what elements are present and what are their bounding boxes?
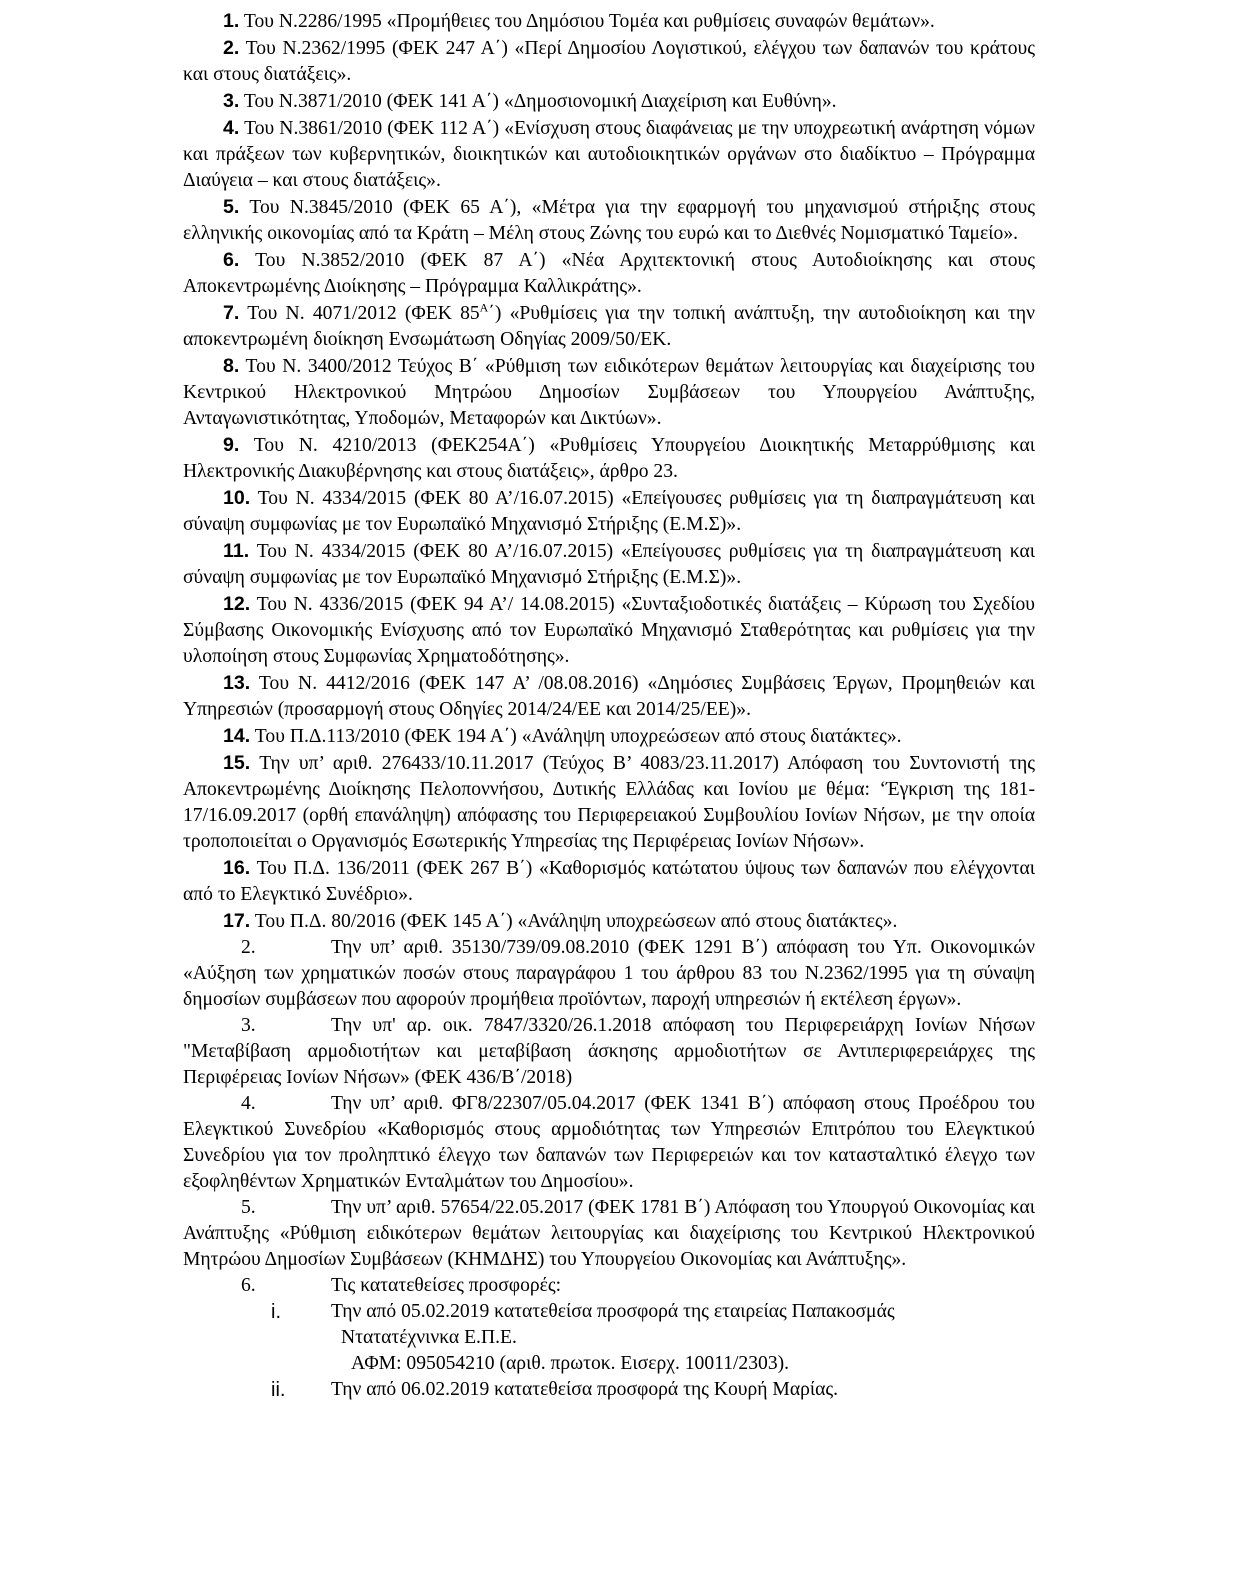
item-number: 6. — [241, 1275, 256, 1296]
item-text: Την υπ' αρ. οικ. 7847/3320/26.1.2018 απόφαση του Περιφερειάρχη Ιονίων Νήσων "Μεταβίβαση αρμοδιοτήτων και μεταβίβαση άσκησης αρμοδιοτήτων σε Αντιπεριφερειάρχες της Περιφέρειας Ιονίων Νήσων» (ΦΕΚ 436/Β΄/2018) — [183, 1015, 1035, 1088]
item-number: 11. — [223, 540, 250, 562]
item-text: Τις κατατεθείσες προσφορές: — [331, 1275, 562, 1296]
law-item — [183, 88, 1035, 115]
item-text: ΄) «Ρυθμίσεις για την τοπική ανάπτυξη, την αυτοδιοίκηση και την αποκεντρωμένη διοίκηση Ενσωμάτωση Οδηγίας 2009/50/ΕΚ. — [183, 303, 1036, 350]
decision-item — [183, 1273, 1035, 1299]
law-item — [183, 670, 1035, 723]
law-item — [183, 538, 1035, 591]
item-text: Του Ν. 4334/2015 (ΦΕΚ 80 Α’/16.07.2015) «Επείγουσες ρυθμίσεις για τη διαπραγμάτευση και σύναψη συμφωνίας με τον Ευρωπαϊκό Μηχανισμό Στήριξης (Ε.Μ.Σ)». — [183, 488, 1036, 535]
item-text: Του Ν. 4412/2016 (ΦΕΚ 147 Α’ /08.08.2016) «Δημόσιες Συμβάσεις Έργων, Προμηθειών και Υπηρεσιών (προσαρμογή στους Οδηγίες 2014/24/ΕΕ και 2014/25/ΕΕ)». — [183, 673, 1036, 720]
item-text: Του Ν.2362/1995 (ΦΕΚ 247 Α΄) «Περί Δημοσίου Λογιστικού, ελέγχου των δαπανών του κράτους και στους διατάξεις». — [183, 38, 1035, 85]
item-text: Την υπ’ αριθ. ΦΓ8/22307/05.04.2017 (ΦΕΚ 1341 Β΄) απόφαση στους Προέδρου του Ελεγκτικού Συνεδρίου «Καθορισμός στους αρμοδιότητας των Υπηρεσιών Επιτρόπου του Ελεγκτικού Συνεδρίου για τον προληπτικό έλεγχο των δαπανών των Περιφερειών και τον κατασταλτικό έλεγχο των εξοφληθέντων Χρηματικών Ενταλμάτων του Δημοσίου». — [183, 1093, 1035, 1192]
law-item — [183, 300, 1035, 353]
law-item — [183, 353, 1035, 432]
superscript: Α — [479, 300, 489, 315]
decision-item — [183, 935, 1035, 1013]
item-number: 17. — [223, 910, 251, 932]
law-item — [183, 750, 1035, 855]
law-item — [183, 194, 1035, 247]
item-text: Του Ν.3845/2010 (ΦΕΚ 65 Α΄), «Μέτρα για την εφαρμογή του μηχανισμού στήριξης στους ελληνικής οικονομίας από τα Κράτη – Μέλη στους Ζώνης του ευρώ και το Διεθνές Νομισματικό Ταμείο». — [183, 197, 1035, 244]
law-item — [183, 115, 1035, 194]
item-number: 5. — [223, 196, 240, 218]
item-number: 2. — [223, 37, 240, 59]
item-text: Του Ν. 4334/2015 (ΦΕΚ 80 Α’/16.07.2015) «Επείγουσες ρυθμίσεις για τη διαπραγμάτευση και σύναψη συμφωνίας με τον Ευρωπαϊκό Μηχανισμό Στήριξης (Ε.Μ.Σ)». — [183, 541, 1035, 588]
item-number: i. — [271, 1301, 281, 1323]
item-number: 3. — [223, 90, 240, 112]
item-number: 5. — [241, 1197, 256, 1218]
item-number: 16. — [223, 857, 251, 879]
law-item — [183, 485, 1035, 538]
item-text: Του Ν.2286/1995 «Προμήθειες του Δημόσιου Τομέα και ρυθμίσεις συναφών θεμάτων». — [243, 11, 935, 32]
law-list — [183, 8, 1035, 935]
offer-line: Ντατατέχνινκα Ε.Π.Ε. — [341, 1327, 517, 1348]
document-page — [183, 8, 1035, 1403]
item-text: Την υπ’ αριθ. 35130/739/09.08.2010 (ΦΕΚ 1291 Β΄) απόφαση του Υπ. Οικονομικών «Αύξηση των χρηματικών ποσών στους παραγράφου 1 του άρθρου 83 του Ν.2362/1995 για τη σύναψη δημοσίων συμβάσεων που αφορούν προμήθεια προϊόντων, παροχή υπηρεσιών ή εκτέλεση έργων». — [183, 937, 1035, 1010]
offer-line: Την από 06.02.2019 κατατεθείσα προσφορά της Κουρή Μαρίας. — [331, 1379, 839, 1400]
item-number: 7. — [223, 302, 240, 324]
offer-list — [183, 1299, 1035, 1403]
item-text: Του Π.Δ. 136/2011 (ΦΕΚ 267 Β΄) «Καθορισμός κατώτατου ύψους των δαπανών που ελέγχονται από το Ελεγκτικό Συνέδριο». — [183, 858, 1035, 905]
item-number: 14. — [223, 725, 251, 747]
law-item — [183, 35, 1035, 88]
item-text: Του Ν.3871/2010 (ΦΕΚ 141 Α΄) «Δημοσιονομική Διαχείριση και Ευθύνη». — [243, 91, 837, 112]
law-item — [183, 8, 1035, 35]
item-number: 13. — [223, 672, 251, 694]
item-number: 15. — [223, 752, 251, 774]
item-number: 4. — [241, 1093, 256, 1114]
law-item — [183, 723, 1035, 750]
item-number: 6. — [223, 249, 240, 271]
item-number: 4. — [223, 117, 240, 139]
law-item — [183, 591, 1035, 670]
law-item — [183, 908, 1035, 935]
item-number: 1. — [223, 10, 240, 32]
item-text: Του Π.Δ.113/2010 (ΦΕΚ 194 Α΄) «Ανάληψη υποχρεώσεων από στους διατάκτες». — [254, 726, 902, 747]
decision-item — [183, 1091, 1035, 1195]
offer-item — [183, 1299, 1035, 1377]
offer-item — [183, 1377, 1035, 1403]
item-number: 2. — [241, 937, 256, 958]
item-number: ii. — [271, 1379, 286, 1401]
decision-list — [183, 935, 1035, 1299]
item-text: Την υπ’ αριθ. 276433/10.11.2017 (Τεύχος Β’ 4083/23.11.2017) Απόφαση του Συντονιστή της Αποκεντρωμένης Διοίκησης Πελοποννήσου, Δυτικής Ελλάδας και Ιονίου με θέμα: ‘Έγκριση της 181-17/16.09.2017 (ορθή επανάληψη) απόφασης του Περιφερειακού Συμβουλίου Ιονίων Νήσων, με την οποία τροποποιείται ο Οργανισμός Εσωτερικής Υπηρεσίας της Περιφέρειας Ιονίων Νήσων». — [183, 753, 1035, 852]
item-text: Του Ν.3861/2010 (ΦΕΚ 112 Α΄) «Ενίσχυση στους διαφάνειας με την υποχρεωτική ανάρτηση νόμων και πράξεων των κυβερνητικών, διοικητικών και αυτοδιοικητικών οργάνων στο διαδίκτυο – Πρόγραμμα Διαύγεια – και στους διατάξεις». — [183, 118, 1035, 191]
item-text: Του Ν. 4210/2013 (ΦΕΚ254Α΄) «Ρυθμίσεις Υπουργείου Διοικητικής Μεταρρύθμισης και Ηλεκτρονικής Διακυβέρνησης και στους διατάξεις», άρθρο 23. — [183, 435, 1035, 482]
law-item — [183, 247, 1035, 300]
law-item — [183, 432, 1035, 485]
offer-line: ΑΦΜ: 095054210 (αριθ. πρωτοκ. Εισερχ. 10011/2303). — [351, 1353, 790, 1374]
item-text: Του Ν.3852/2010 (ΦΕΚ 87 Α΄) «Νέα Αρχιτεκτονική στους Αυτοδιοίκησης και στους Αποκεντρωμένης Διοίκησης – Πρόγραμμα Καλλικράτης». — [183, 250, 1036, 297]
offer-line: Την από 05.02.2019 κατατεθείσα προσφορά της εταιρείας Παπακοσμάς — [331, 1301, 895, 1322]
decision-item — [183, 1013, 1035, 1091]
item-number: 12. — [223, 593, 251, 615]
law-item — [183, 855, 1035, 908]
item-number: 8. — [223, 355, 240, 377]
item-text: Του Ν. 4336/2015 (ΦΕΚ 94 Α’/ 14.08.2015) «Συνταξιοδοτικές διατάξεις – Κύρωση του Σχεδίου Σύμβασης Οικονομικής Ενίσχυσης από τον Ευρωπαϊκό Μηχανισμό Σταθερότητας και ρυθμίσεις για την υλοποίηση στους Συμφωνίας Χρηματοδότησης». — [183, 594, 1035, 667]
item-text: Την υπ’ αριθ. 57654/22.05.2017 (ΦΕΚ 1781 Β΄) Απόφαση του Υπουργού Οικονομίας και Ανάπτυξης «Ρύθμιση ειδικότερων θεμάτων λειτουργίας και διαχείρισης του Κεντρικού Ηλεκτρονικού Μητρώου Δημοσίων Συμβάσεων (ΚΗΜΔΗΣ) του Υπουργείου Οικονομίας και Ανάπτυξης». — [183, 1197, 1035, 1270]
item-text: Του Ν. 4071/2012 (ΦΕΚ 85 — [247, 303, 480, 324]
item-text: Του Π.Δ. 80/2016 (ΦΕΚ 145 Α΄) «Ανάληψη υποχρεώσεων από στους διατάκτες». — [254, 911, 898, 932]
item-number: 10. — [223, 487, 251, 509]
item-text: Του Ν. 3400/2012 Τεύχος Β΄ «Ρύθμιση των ειδικότερων θεμάτων λειτουργίας και διαχείρισης του Κεντρικού Ηλεκτρονικού Μητρώου Δημοσίων Συμβάσεων του Υπουργείου Ανάπτυξης, Ανταγωνιστικότητας, Υποδομών, Μεταφορών και Δικτύων». — [183, 356, 1035, 429]
item-number: 3. — [241, 1015, 256, 1036]
item-number: 9. — [223, 434, 240, 456]
decision-item — [183, 1195, 1035, 1273]
